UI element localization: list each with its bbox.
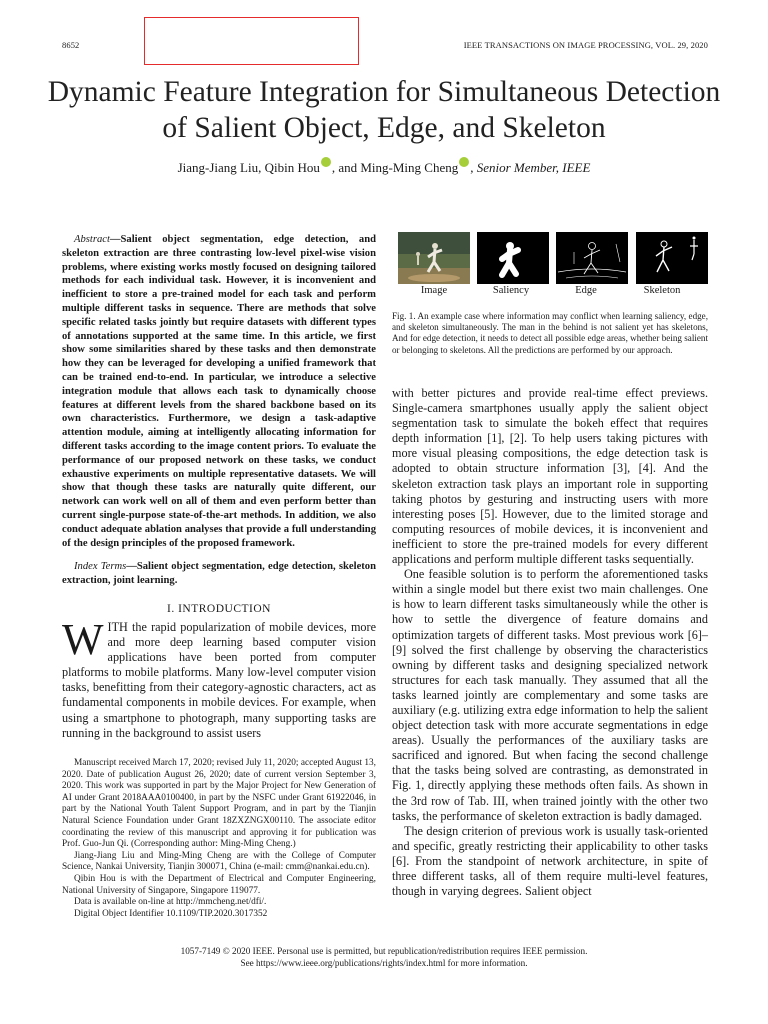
copyright-line-2: See https://www.ieee.org/publications/rights/index.html for more information. [240, 957, 528, 968]
figure-label-edge: Edge [575, 285, 597, 296]
abstract [62, 233, 376, 550]
intro-paragraph [62, 615, 376, 741]
figure-edge-panel [556, 232, 628, 284]
author-names-2: , and Ming-Ming Cheng [331, 160, 459, 175]
copyright-line-1: 1057-7149 © 2020 IEEE. Personal use is permitted, but republication/redistribution requires IEEE permission. [180, 946, 588, 956]
author-comma: , [470, 160, 474, 175]
footnotes [62, 758, 376, 920]
intro-text: ITH the rapid popularization of mobile devices, more and more deep learning based computer vision applications have been ported from computer platforms to mobile platforms. Many low-level computer vision tasks, benefitting from their category-agnostic characters, act as fundamental components in mobile devices. For example, when using a smartphone to photograph, many supporting tasks are running in the background to assist users [62, 620, 376, 740]
paragraph-2: One feasible solution is to perform the aforementioned tasks within a single model but there exist two main challenges. One is how to learn different tasks simultaneously while the other is how to settle the divergence of feature domains and optimization targets of different tasks. Most previous work [6]–[9] solved the first challenge by observing the characteristics owning by different tasks and designing specialized network structures for each task manually. They assumed that all the tasks learned jointly are complementary and some tasks are auxiliary (e.g. utilizing extra edge information to help the salient object detection task with more accurate segmentations in edge areas). Usually the performances of the auxiliary tasks are sacrificed and ignored. But when facing the second challenge that the tasks being solved are contrasting, as demonstrated in Fig. 1, directly applying these methods often fails. As shown in the 3rd row of Tab. III, when trained jointly with the other two tasks, the performance of skeleton extraction is badly damaged. [392, 567, 708, 823]
figure-label-skeleton: Skeleton [643, 285, 681, 296]
orcid-icon[interactable] [459, 157, 469, 167]
footnote-affiliation-2: Qibin Hou is with the Department of Electrical and Computer Engineering, National University of Singapore, Singapore 119077. [62, 873, 376, 896]
red-annotation-box [144, 17, 359, 65]
figure-label-saliency: Saliency [492, 285, 530, 296]
author-line [40, 157, 728, 176]
copyright-notice [40, 946, 728, 969]
section-heading: I. INTRODUCTION [167, 603, 271, 615]
figure-skeleton-panel [636, 232, 708, 284]
right-column-text [392, 386, 708, 899]
index-terms-label: Index Terms [74, 561, 127, 572]
footnote-affiliation-1: Jiang-Jiang Liu and Ming-Ming Cheng are with the College of Computer Science, Nankai University, Tianjin 300071, China (e-mail: cmm@nankai.edu.cn). [62, 850, 376, 873]
drop-cap: W [62, 615, 104, 664]
abstract-label: Abstract [74, 234, 110, 245]
orcid-icon[interactable] [321, 157, 331, 167]
figure-caption: Fig. 1. An example case where information may conflict when learning saliency, edge, and skeleton simultaneously. The man in the behind is not salient yet has skeletons, And for edge detection, it needs to detect all possible edge areas, whether being salient or belonging to skeletons. All the predictions are performed by our approach. [392, 311, 708, 355]
paper-title: Dynamic Feature Integration for Simultaneous Detection of Salient Object, Edge, and Skeleton [47, 76, 721, 144]
index-terms [62, 560, 376, 588]
footnote-manuscript: Manuscript received March 17, 2020; revised July 11, 2020; accepted August 13, 2020. Date of publication August 26, 2020; date of current version September 3, 2020. This work was supported in part by the Major Project for New Generation of AI under Grant 2018AAA0100400, in part by the NSFC under Grant 61922046, in part by the National Youth Talent Support Program, and in part by the Tianjin Natural Science Foundation under Grant 18ZXZNGX00110. The associate editor coordinating the review of this manuscript and approving it for publication was Prof. Guo-Jun Qi. (Corresponding author: Ming-Ming Cheng.) [62, 758, 376, 850]
figure-image-panel [398, 232, 470, 284]
figure-1 [398, 232, 708, 284]
figure-label-image: Image [420, 285, 448, 296]
author-names-1: Jiang-Jiang Liu, Qibin Hou [177, 160, 320, 175]
author-role: Senior Member, IEEE [476, 160, 591, 175]
page-number: 8652 [62, 40, 80, 50]
index-terms-text: —Salient object segmentation, edge detection, skeleton extraction, joint learning. [62, 561, 376, 586]
paragraph-1: with better pictures and provide real-time effect previews. Single-camera smartphones usually apply the salient object segmentation task to simulate the bokeh effect that requires depth information [1], [2]. To help users taking pictures with more visual pleasing compositions, the edge detection task is adopted to obtain structure information [3], [4]. And the skeleton extraction task plays an important role in supporting taking photos by gesturing and instructing users with more interesting poses [5]. However, due to the limited storage and computing resources of mobile devices, it is inconvenient and inefficient to store the pre-trained models for every different applications and perform multiple different tasks sequentially. [392, 386, 708, 567]
paragraph-3: The design criterion of previous work is usually task-oriented and specific, greatly restricting their applicability to other tasks [6]. From the standpoint of network architecture, in spite of three different tasks, all of them require multi-level features, though in varying degrees. Salient object [392, 823, 708, 899]
journal-header: IEEE TRANSACTIONS ON IMAGE PROCESSING, VOL. 29, 2020 [463, 40, 708, 50]
footnote-data: Data is available on-line at http://mmcheng.net/dfi/. [74, 897, 267, 908]
figure-saliency-panel [477, 232, 549, 284]
abstract-text: —Salient object segmentation, edge detection, and skeleton extraction are three contrasting low-level pixel-wise vision problems, where existing works mostly focused on designing tailored methods for each individual task. However, it is inconvenient and inefficient to store a pre-trained model for each task and perform multiple different tasks in sequence. There are methods that solve specific related tasks jointly but require datasets with different types of annotations supported at the same time. In this article, we first show some similarities shared by these tasks and then demonstrate how they can be leveraged for developing a unified framework that can be trained end-to-end. In particular, we introduce a selective integration module that allows each task to dynamically choose features at different levels from the shared backbone based on its own characteristics. Furthermore, we design a task-adaptive attention module, aiming at intelligently allocating information for different tasks according to the image content priors. To evaluate the performance of our proposed network on these tasks, we conduct exhaustive experiments on multiple representative datasets. We will show that though these tasks are naturally quite different, our network can work well on all of them and even perform better than current single-purpose state-of-the-art methods. In addition, we also conduct adequate ablation analyses that provide a full understanding of the design principles of the proposed framework. [62, 234, 376, 549]
footnote-doi: Digital Object Identifier 10.1109/TIP.2020.3017352 [74, 908, 268, 919]
